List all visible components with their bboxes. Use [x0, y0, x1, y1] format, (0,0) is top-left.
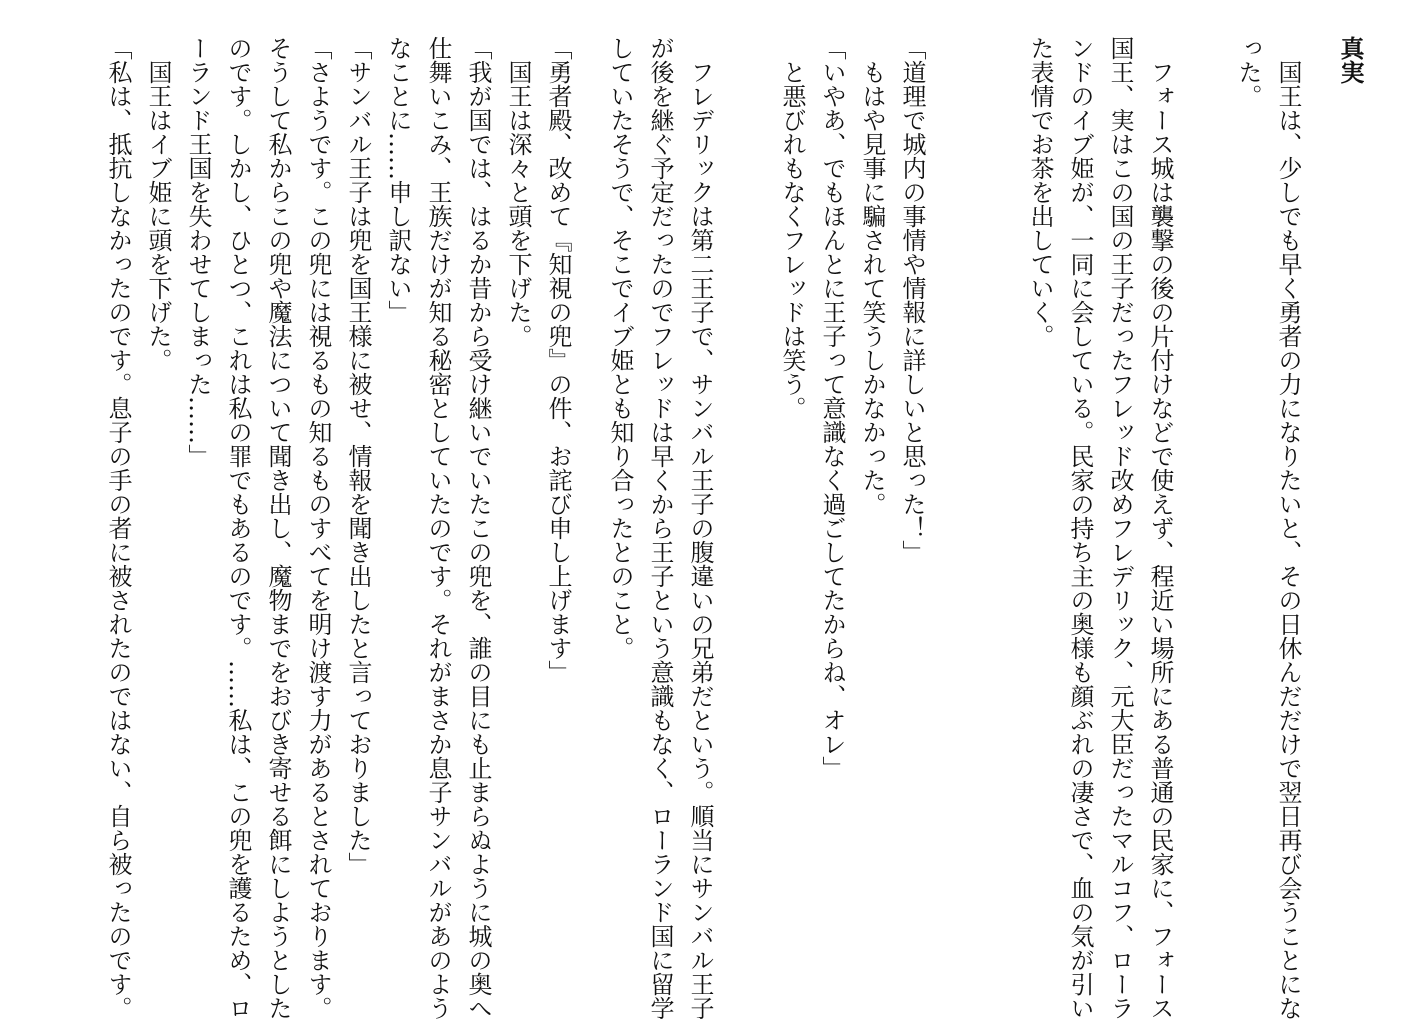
text-line: そうして私からこの兜や魔法について聞き出し、魔物までをおびき寄せる餌にしようとした: [264, 36, 292, 1020]
text-line: もはや見事に騙されて笑うしかなかった。: [858, 36, 886, 516]
text-line: った。: [1234, 36, 1262, 108]
text-line: と悪びれもなくフレッドは笑う。: [778, 36, 806, 420]
text-line: 国王、実はこの国の王子だったフレッド改めフレデリック、元大臣だったマルコフ、ローラ: [1106, 36, 1134, 1020]
text-line: 国王は、少しでも早く勇者の力になりたいと、その日休んだだけで翌日再び会うことにな: [1274, 36, 1302, 1020]
text-line: 国王はイブ姫に頭を下げた。: [144, 36, 172, 372]
text-line: ーランド王国を失わせてしまった……」: [184, 36, 212, 468]
text-line: 「道理で城内の事情や情報に詳しいと思った！」: [898, 36, 926, 564]
text-line: 「サンバル王子は兜を国王様に被せ、情報を聞き出したと言っておりました」: [344, 36, 372, 876]
text-line: ンドのイブ姫が、一同に会している。民家の持ち主の奥様も顔ぶれの凄さで、血の気が引い: [1066, 36, 1094, 1020]
text-line: 仕舞いこみ、王族だけが知る秘密としていたのです。それがまさか息子サンバルがあのよう: [424, 36, 452, 1020]
text-line: 「私は、抵抗しなかったのです。息子の手の者に被されたのではない、自ら被ったのです。: [104, 36, 132, 1020]
text-line: 「さようです。この兜には視るもの知るものすべてを明け渡す力があるとされております。: [304, 36, 332, 1020]
chapter-title: 真実: [1336, 36, 1364, 84]
paragraph-container: [98, 36, 1308, 1020]
text-line: が後を継ぐ予定だったのでフレッドは早くから王子という意識もなく、ローランド国に留学: [646, 36, 674, 1020]
text-line: 「我が国では、はるか昔から受け継いでいたこの兜を、誰の目にも止まらぬように城の奥へ: [464, 36, 492, 1020]
text-line: 「いやあ、でもほんとに王子って意識なく過ごしてたからね、オレ」: [818, 36, 846, 780]
text-line: た表情でお茶を出していく。: [1026, 36, 1054, 348]
text-line: なことに……申し訳ない」: [384, 36, 412, 324]
vertical-text-body: [98, 36, 1370, 1020]
text-line: 「勇者殿、改めて『知視の兜』の件、お詫び申し上げます」: [544, 36, 572, 684]
text-line: のです。しかし、ひとつ、これは私の罪でもあるのです。……私は、この兜を護るため、ロ: [224, 36, 252, 1020]
text-line: していたそうで、そこでイブ姫とも知り合ったとのこと。: [606, 36, 634, 660]
text-line: フレデリックは第二王子で、サンバル王子の腹違いの兄弟だという。順当にサンバル王子: [686, 36, 714, 1020]
text-line: 国王は深々と頭を下げた。: [504, 36, 532, 348]
text-line: フォース城は襲撃の後の片付けなどで使えず、程近い場所にある普通の民家に、フォース: [1146, 36, 1174, 1020]
